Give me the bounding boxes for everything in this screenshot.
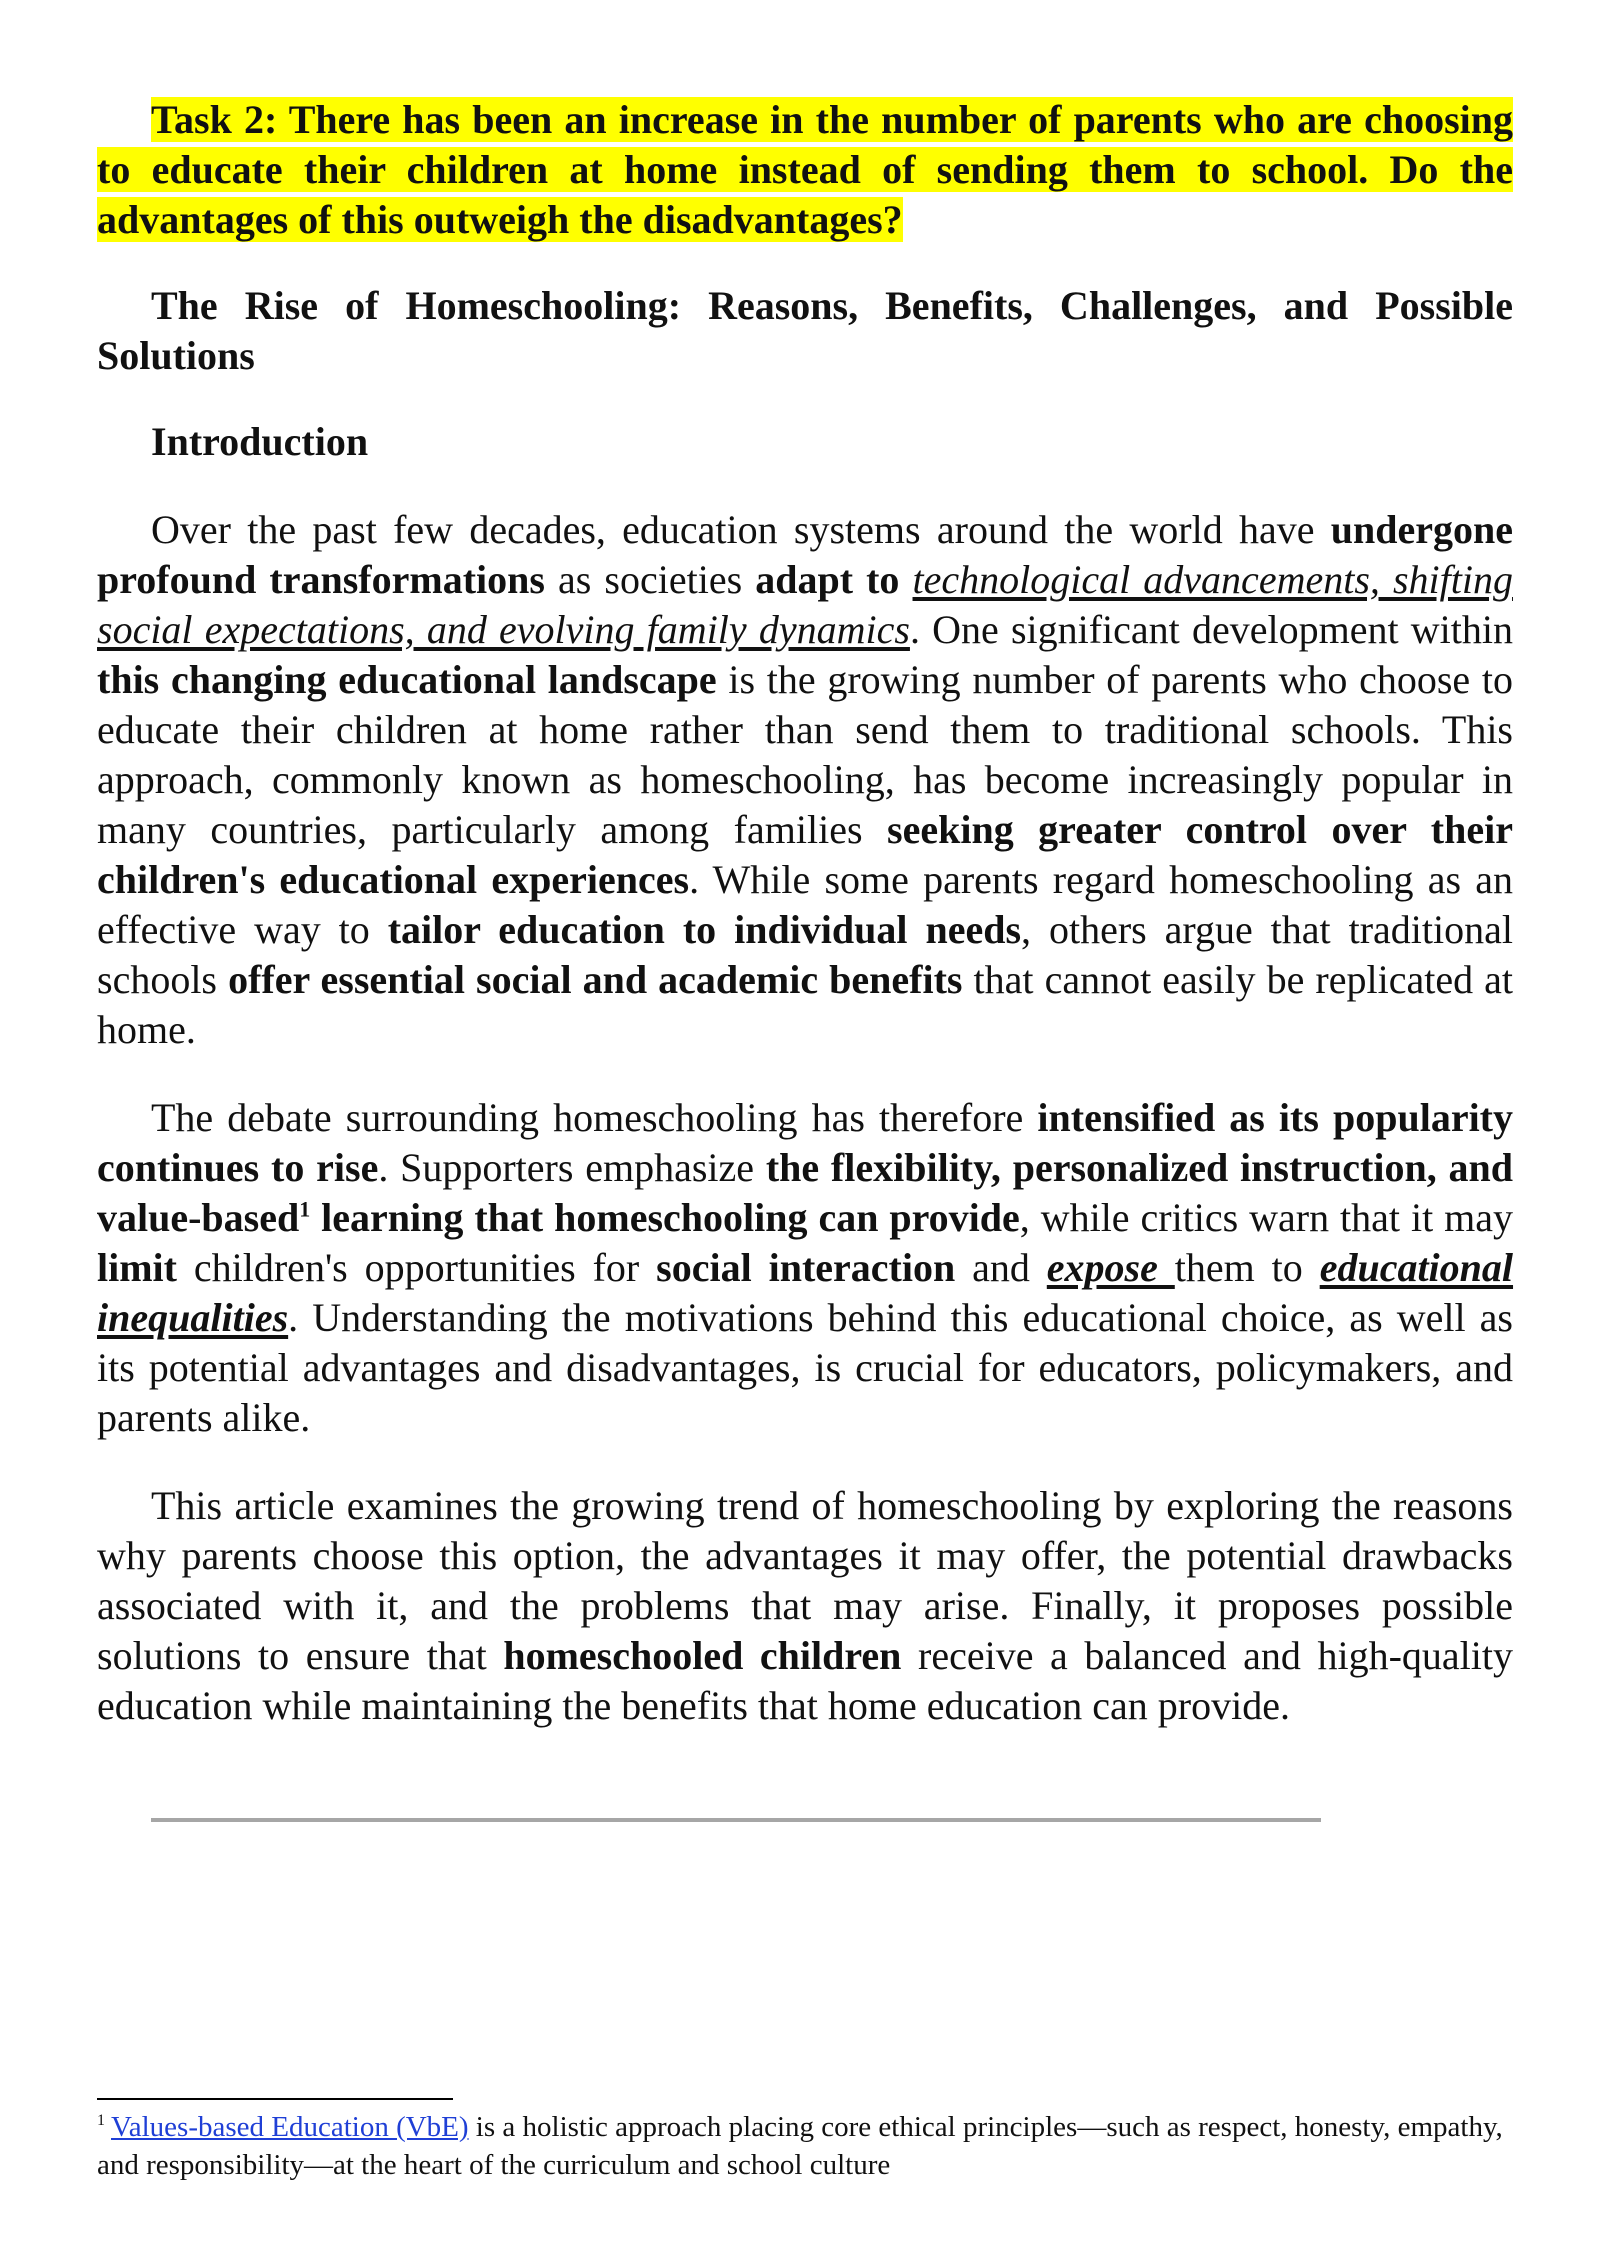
text-run: This article examines the growing trend of homeschooling by exploring the reasons why parents choose this option, the advantages it may offer, the potential drawbacks associated with it, and the problems that may arise. Finally, it proposes possible solutions to ensure that [97, 1483, 1513, 1678]
text-run: children's opportunities for [176, 1245, 657, 1290]
bold-phrase: homeschooled children [503, 1633, 902, 1678]
text-run: that cannot easily be replicated at home. [97, 957, 1513, 1052]
text-run: . One significant development within [909, 607, 1513, 652]
footnote [97, 2108, 1513, 2184]
text-run: as societies [544, 557, 756, 602]
bold-phrase: social interaction [656, 1245, 956, 1290]
text-run: is the growing number of parents who choose to educate their children at home rather than send them to traditional schools. This approach, commonly known as homeschooling, has become increasingly popular in many countries, particularly among families [97, 657, 1513, 852]
text-run: Over the past few decades, education systems around the world have [151, 507, 1331, 552]
bold-phrase: the flexibility, personalized instruction, and value-based [97, 1145, 1513, 1240]
text-run: , others argue that traditional schools [97, 907, 1513, 1002]
text-run: them to [1174, 1245, 1320, 1290]
text-run: . Understanding the motivations behind this educational choice, as well as its potential advantages and disadvantages, is crucial for educators, policymakers, and parents alike. [97, 1295, 1513, 1440]
text-run: and [955, 1245, 1047, 1290]
bold-phrase: this changing educational landscape [97, 657, 717, 702]
text-run: , while critics warn that it may [1019, 1195, 1513, 1240]
bold-phrase: seeking greater control over their children's educational experiences [97, 807, 1513, 902]
text-run: receive a balanced and high-quality education while maintaining the benefits that home education can provide. [97, 1633, 1513, 1728]
bold-phrase: offer essential social and academic benefits [228, 957, 963, 1002]
paragraph-2 [97, 1093, 1513, 1443]
task-prompt [97, 95, 1513, 245]
footnote-text: is a holistic approach placing core ethical principles—such as respect, honesty, empathy, and responsibility—at the heart of the curriculum and school culture [97, 2111, 1503, 2181]
footnote-link[interactable]: Values-based Education (VbE) [111, 2111, 469, 2143]
bold-phrase: tailor education to individual needs [387, 907, 1022, 952]
emphasized-phrase: expose [1046, 1245, 1175, 1290]
text-run: The debate surrounding homeschooling has therefore [151, 1095, 1038, 1140]
task-highlight: Task 2: There has been an increase in the number of parents who are choosing to educate their children at home instead of sending them to school. Do the advantages of this outweigh the disadvantages? [97, 97, 1513, 242]
article-title: The Rise of Homeschooling: Reasons, Benefits, Challenges, and Possible Solutions [97, 283, 1513, 378]
text-run: . While some parents regard homeschooling as an effective way to [97, 857, 1514, 952]
text-run: . Supporters emphasize [378, 1145, 766, 1190]
text-run [899, 557, 912, 602]
document-body [97, 95, 1513, 1769]
bold-phrase: limit [97, 1245, 177, 1290]
footnote-separator [97, 2098, 453, 2100]
section-heading-introduction: Introduction [151, 419, 369, 464]
horizontal-divider [151, 1818, 1321, 1822]
emphasized-phrase: technological advancements, shifting social expectations, and evolving family dynamics [97, 557, 1513, 652]
footnote-reference[interactable]: 1 [299, 1196, 311, 1222]
bold-phrase: intensified as its popularity continues to rise [97, 1095, 1514, 1190]
emphasized-phrase: educational inequalities [97, 1245, 1514, 1340]
footnote-mark: 1 [97, 2112, 105, 2130]
bold-phrase: learning that homeschooling can provide [310, 1195, 1020, 1240]
paragraph-3 [97, 1481, 1513, 1731]
paragraph-1 [97, 505, 1513, 1055]
bold-phrase: adapt to [755, 557, 900, 602]
bold-phrase: undergone profound transformations [97, 507, 1513, 602]
